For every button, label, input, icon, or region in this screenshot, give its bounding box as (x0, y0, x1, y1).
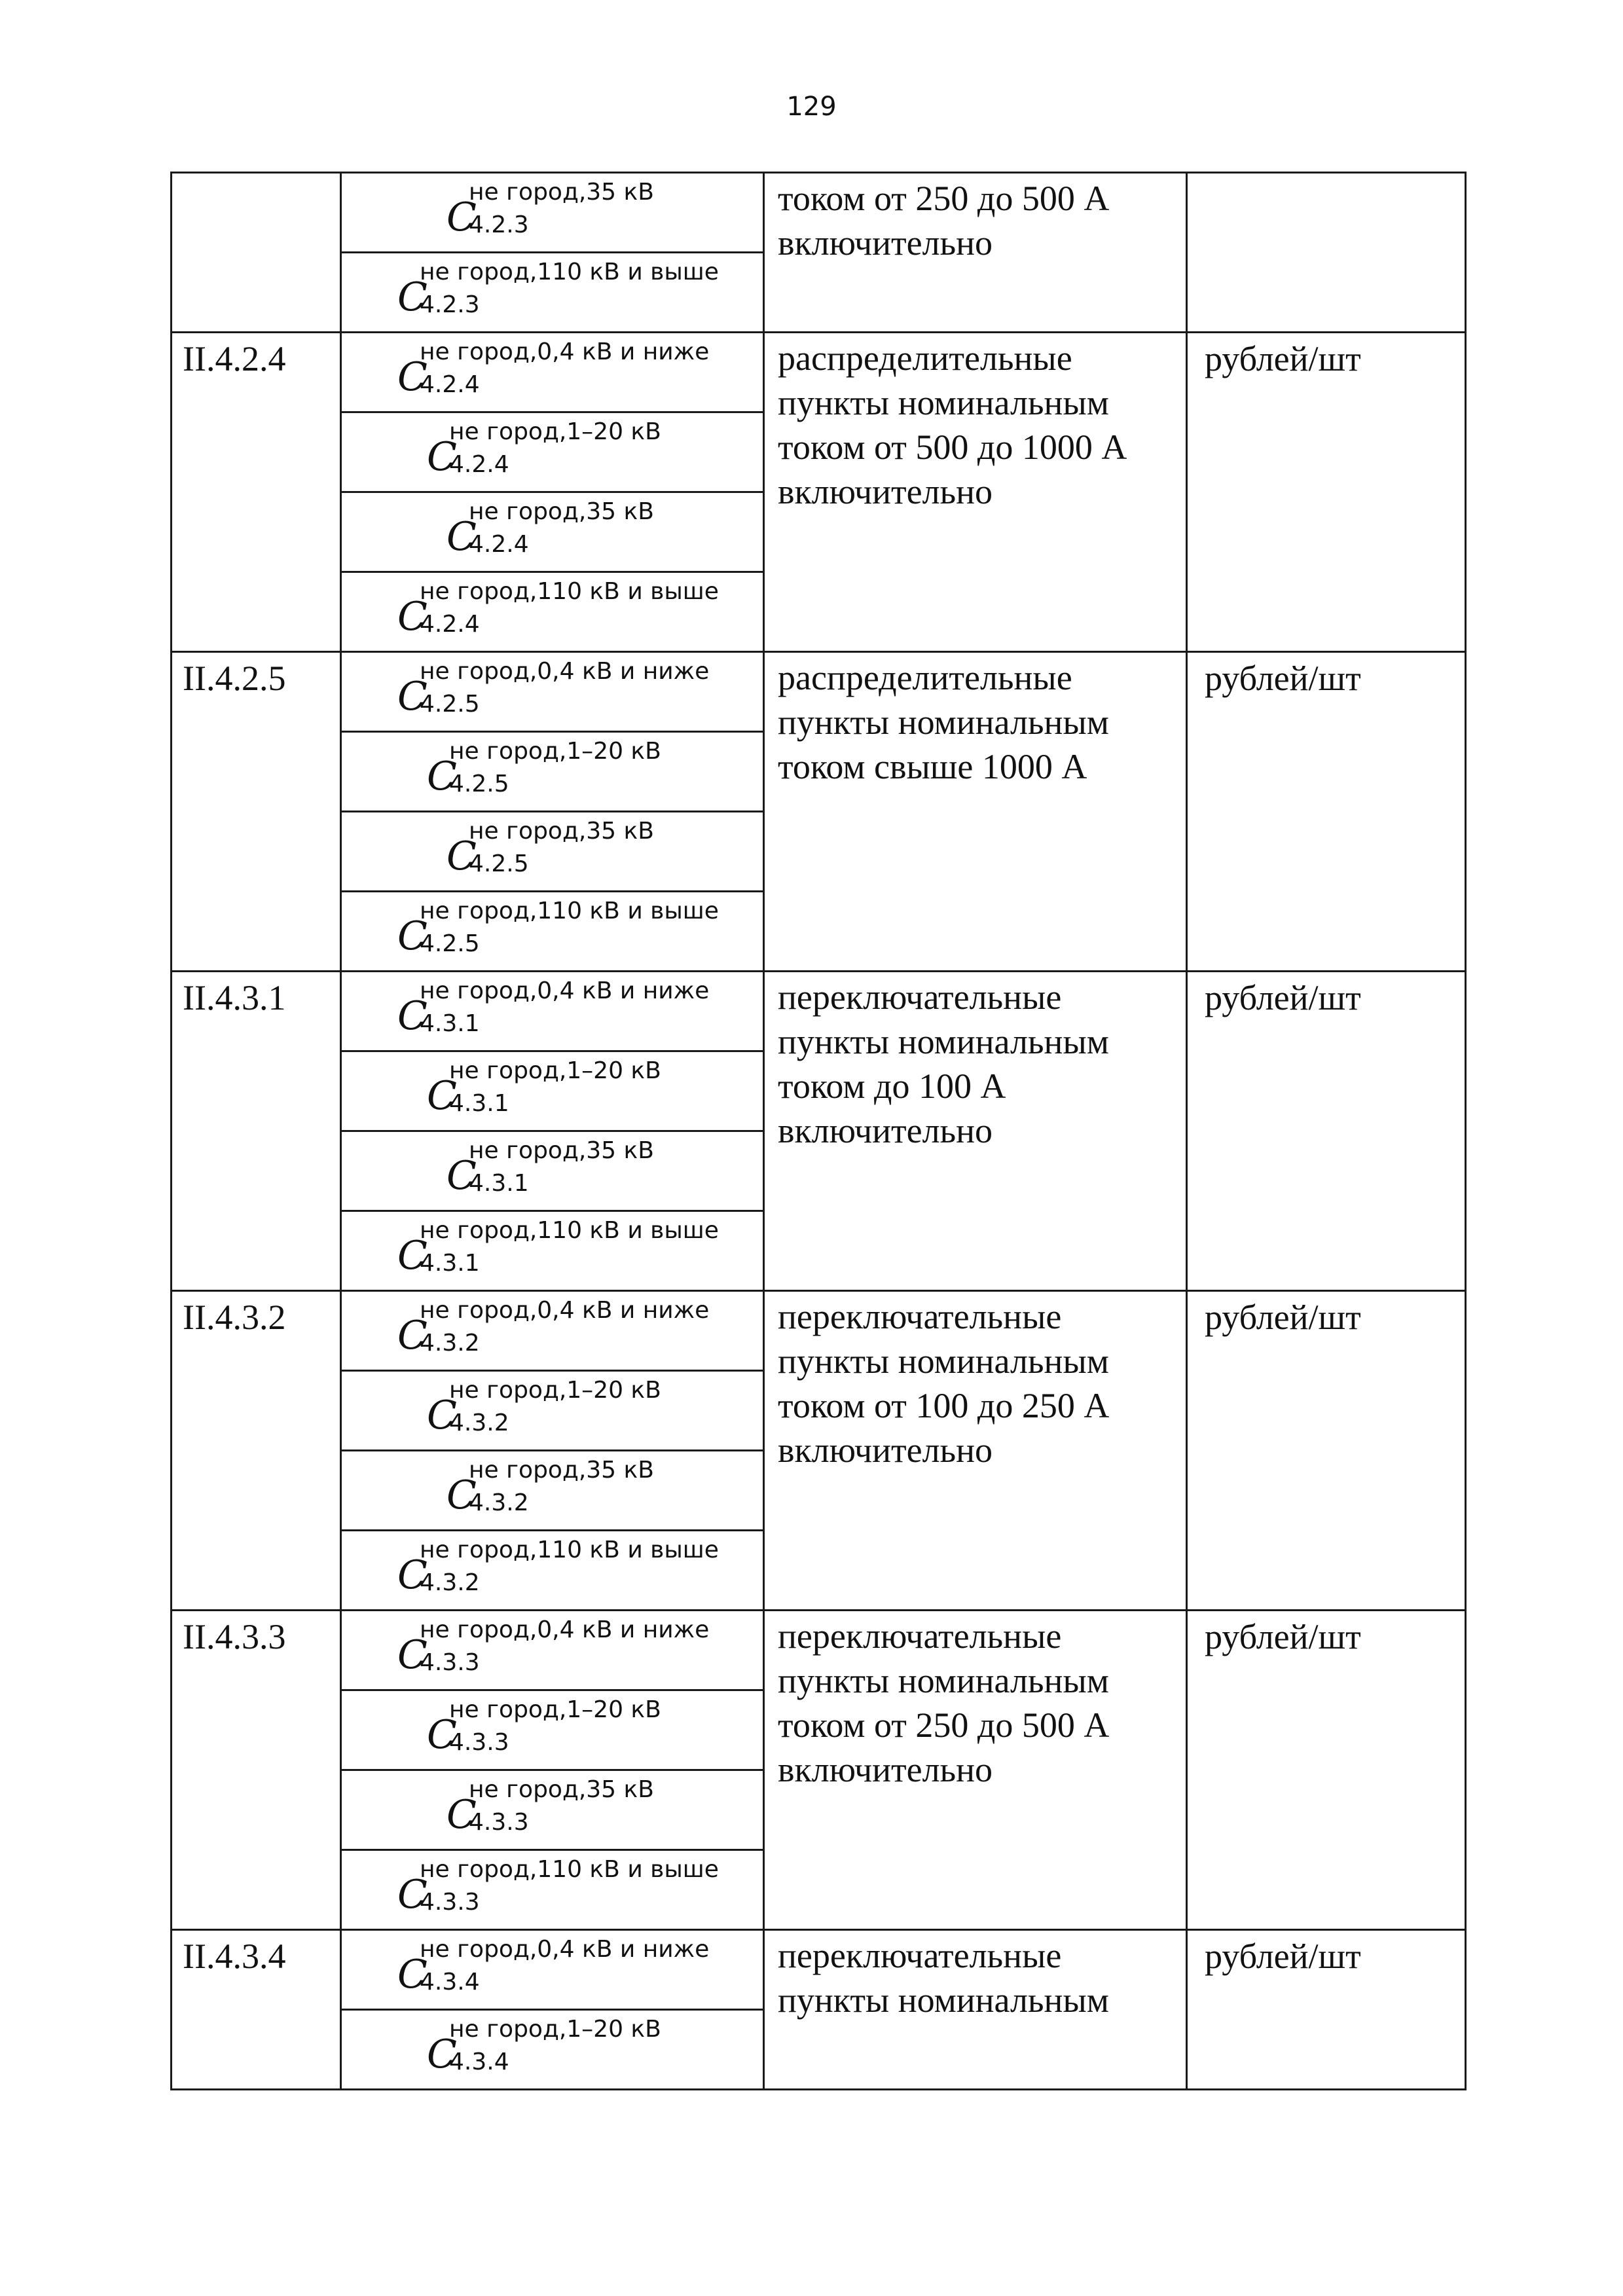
rate-symbol-subscript: 4.2.5 (469, 850, 529, 877)
rate-symbol-superscript: не город,1–20 кВ (449, 2016, 661, 2043)
rate-symbol (342, 972, 763, 1048)
rate-symbol-superscript: не город,35 кВ (469, 1457, 654, 1484)
rate-symbol-superscript: не город,35 кВ (469, 1137, 654, 1164)
rate-symbol-cell (341, 1930, 764, 2010)
rate-symbol-subscript: 4.3.1 (449, 1090, 509, 1117)
rate-symbol-superscript: не город,1–20 кВ (449, 418, 661, 445)
rate-symbol-cell (341, 492, 764, 572)
item-unit-cell (1187, 652, 1466, 972)
rate-symbol-subscript: 4.3.4 (449, 2049, 509, 2075)
rate-symbol (342, 333, 763, 409)
item-description: переключательные пункты номинальным током от 100 до 250 А включительно (778, 1297, 1110, 1470)
table-row (172, 333, 1466, 412)
item-description-cell (764, 333, 1187, 652)
rate-symbol-letter: C (427, 434, 457, 480)
rate-symbol-letter: C (397, 1313, 428, 1358)
rate-symbol-letter: C (397, 913, 428, 959)
rate-symbol-subscript: 4.3.3 (469, 1809, 529, 1836)
item-description: переключательные пункты номинальным током до 100 А включительно (778, 977, 1109, 1150)
rate-symbol-letter: C (447, 514, 477, 560)
rate-symbol-cell (341, 2010, 764, 2090)
item-description: распределительные пункты номинальным током свыше 1000 А (778, 658, 1109, 786)
rate-symbol (342, 1451, 763, 1527)
rate-symbol-subscript: 4.3.3 (420, 1889, 480, 1916)
rate-symbol-cell (341, 732, 764, 812)
item-description: током от 250 до 500 А включительно (778, 179, 1110, 263)
rate-symbol-superscript: не город,110 кВ и выше (420, 1856, 719, 1883)
rate-symbol-superscript: не город,110 кВ и выше (420, 898, 719, 924)
item-code-cell (172, 1291, 341, 1611)
rate-symbol-subscript: 4.2.5 (420, 691, 480, 718)
item-unit-cell (1187, 1611, 1466, 1930)
rate-symbol-cell (341, 253, 764, 333)
rate-symbol-letter: C (427, 2032, 457, 2077)
rate-symbol-cell (341, 892, 764, 972)
rate-symbol (342, 253, 763, 329)
rate-symbol-superscript: не город,110 кВ и выше (420, 259, 719, 285)
rate-symbol-subscript: 4.2.4 (469, 531, 529, 558)
rate-symbol-cell (341, 412, 764, 492)
rate-symbol (342, 1372, 763, 1448)
rate-symbol-cell (341, 1291, 764, 1371)
rate-symbol-superscript: не город,0,4 кВ и ниже (420, 338, 710, 365)
rate-symbol-letter: C (447, 194, 477, 240)
rate-symbol (342, 1132, 763, 1208)
rate-symbol-superscript: не город,0,4 кВ и ниже (420, 1297, 710, 1324)
rate-symbol-subscript: 4.2.4 (449, 451, 509, 478)
item-description-cell (764, 652, 1187, 972)
item-code-cell (172, 652, 341, 972)
tariff-table (170, 172, 1467, 2090)
rate-symbol (342, 1212, 763, 1288)
table-row (172, 972, 1466, 1051)
rate-symbol-letter: C (447, 1472, 477, 1518)
rate-symbol (342, 1771, 763, 1847)
rate-symbol-subscript: 4.2.3 (420, 291, 480, 318)
rate-symbol-subscript: 4.3.1 (469, 1170, 529, 1197)
rate-symbol-superscript: не город,0,4 кВ и ниже (420, 977, 710, 1004)
rate-symbol-superscript: не город,110 кВ и выше (420, 1217, 719, 1244)
rate-symbol-letter: C (427, 754, 457, 799)
item-description-cell (764, 173, 1187, 333)
table-row (172, 1930, 1466, 2010)
rate-symbol-superscript: не город,1–20 кВ (449, 1057, 661, 1084)
rate-symbol-subscript: 4.2.5 (420, 930, 480, 957)
rate-symbol-subscript: 4.2.5 (449, 771, 509, 797)
item-code: II.4.3.3 (183, 1617, 286, 1656)
rate-symbol-letter: C (447, 1153, 477, 1199)
item-code: II.4.3.1 (183, 978, 286, 1017)
item-code-cell (172, 1930, 341, 2090)
rate-symbol (342, 1611, 763, 1687)
item-unit-cell (1187, 1291, 1466, 1611)
table-row (172, 1291, 1466, 1371)
rate-symbol-letter: C (427, 1712, 457, 1758)
tariff-table-body (172, 173, 1466, 2090)
item-description-cell (764, 1611, 1187, 1930)
page-number: 129 (786, 92, 837, 122)
rate-symbol-cell (341, 1611, 764, 1690)
table-row (172, 1611, 1466, 1690)
rate-symbol-superscript: не город,1–20 кВ (449, 1377, 661, 1404)
item-description: переключательные пункты номинальным током от 250 до 500 А включительно (778, 1616, 1110, 1789)
rate-symbol-cell (341, 1051, 764, 1131)
rate-symbol-cell (341, 173, 764, 253)
item-code: II.4.2.5 (183, 659, 286, 698)
item-description-cell (764, 1291, 1187, 1611)
rate-symbol (342, 573, 763, 649)
rate-symbol-subscript: 4.3.2 (449, 1410, 509, 1436)
rate-symbol-cell (341, 972, 764, 1051)
item-description: распределительные пункты номинальным током от 500 до 1000 А включительно (778, 338, 1127, 511)
rate-symbol (342, 2011, 763, 2086)
rate-symbol-superscript: не город,110 кВ и выше (420, 1537, 719, 1563)
item-unit-cell (1187, 1930, 1466, 2090)
rate-symbol-superscript: не город,35 кВ (469, 179, 654, 206)
rate-symbol-cell (341, 333, 764, 412)
rate-symbol-letter: C (447, 833, 477, 879)
rate-symbol-letter: C (397, 1632, 428, 1678)
rate-symbol (342, 1931, 763, 2007)
item-description-cell (764, 1930, 1187, 2090)
item-code (172, 173, 340, 179)
rate-symbol-superscript: не город,0,4 кВ и ниже (420, 1936, 710, 1963)
rate-symbol-cell (341, 812, 764, 892)
rate-symbol (342, 1292, 763, 1368)
rate-symbol (342, 493, 763, 569)
table-row (172, 652, 1466, 732)
rate-symbol-letter: C (427, 1073, 457, 1119)
rate-symbol-superscript: не город,110 кВ и выше (420, 578, 719, 605)
rate-symbol-letter: C (427, 1393, 457, 1438)
rate-symbol-subscript: 4.3.1 (420, 1250, 480, 1277)
rate-symbol-letter: C (397, 674, 428, 720)
item-description: переключательные пункты номинальным (778, 1936, 1109, 2020)
rate-symbol-superscript: не город,35 кВ (469, 1776, 654, 1803)
rate-symbol-letter: C (397, 1872, 428, 1918)
rate-symbol-subscript: 4.3.3 (449, 1729, 509, 1756)
rate-symbol-subscript: 4.3.2 (420, 1330, 480, 1357)
item-unit-cell (1187, 333, 1466, 652)
rate-symbol (342, 173, 763, 249)
item-code-cell (172, 333, 341, 652)
item-code-cell (172, 1611, 341, 1930)
rate-symbol (342, 653, 763, 729)
item-code: II.4.3.4 (183, 1937, 286, 1976)
item-unit-cell (1187, 173, 1466, 333)
rate-symbol (342, 1851, 763, 1927)
rate-symbol-subscript: 4.3.3 (420, 1649, 480, 1676)
rate-symbol-cell (341, 1690, 764, 1770)
rate-symbol-cell (341, 1850, 764, 1930)
item-code: II.4.3.2 (183, 1298, 286, 1337)
item-unit-cell (1187, 972, 1466, 1291)
rate-symbol-cell (341, 1531, 764, 1611)
rate-symbol-letter: C (397, 354, 428, 400)
item-unit (1188, 173, 1465, 179)
rate-symbol-superscript: не город,35 кВ (469, 818, 654, 845)
rate-symbol-subscript: 4.2.3 (469, 211, 529, 238)
rate-symbol-cell (341, 1371, 764, 1451)
item-unit: рублей/шт (1205, 1937, 1361, 1976)
rate-symbol (342, 733, 763, 809)
rate-symbol (342, 892, 763, 968)
rate-symbol (342, 1052, 763, 1128)
rate-symbol-subscript: 4.2.4 (420, 371, 480, 398)
rate-symbol-letter: C (447, 1792, 477, 1838)
rate-symbol-superscript: не город,35 кВ (469, 498, 654, 525)
rate-symbol-subscript: 4.3.2 (469, 1489, 529, 1516)
rate-symbol-letter: C (397, 274, 428, 320)
rate-symbol-subscript: 4.3.1 (420, 1010, 480, 1037)
rate-symbol-subscript: 4.3.4 (420, 1969, 480, 1995)
rate-symbol-letter: C (397, 594, 428, 640)
rate-symbol-letter: C (397, 993, 428, 1039)
rate-symbol-superscript: не город,0,4 кВ и ниже (420, 1616, 710, 1643)
item-code-cell (172, 972, 341, 1291)
item-description-cell (764, 972, 1187, 1291)
rate-symbol-superscript: не город,1–20 кВ (449, 1696, 661, 1723)
rate-symbol (342, 1531, 763, 1607)
rate-symbol-cell (341, 1770, 764, 1850)
item-unit: рублей/шт (1205, 978, 1361, 1017)
rate-symbol-cell (341, 1131, 764, 1211)
rate-symbol (342, 1691, 763, 1767)
rate-symbol-cell (341, 572, 764, 652)
rate-symbol-letter: C (397, 1233, 428, 1279)
rate-symbol-subscript: 4.2.4 (420, 611, 480, 638)
rate-symbol (342, 812, 763, 888)
item-unit: рублей/шт (1205, 339, 1361, 378)
item-code: II.4.2.4 (183, 339, 286, 378)
item-unit: рублей/шт (1205, 659, 1361, 698)
rate-symbol-superscript: не город,0,4 кВ и ниже (420, 658, 710, 685)
item-code-cell (172, 173, 341, 333)
rate-symbol-cell (341, 1211, 764, 1291)
item-unit: рублей/шт (1205, 1298, 1361, 1337)
rate-symbol-superscript: не город,1–20 кВ (449, 738, 661, 765)
item-unit: рублей/шт (1205, 1617, 1361, 1656)
rate-symbol-subscript: 4.3.2 (420, 1569, 480, 1596)
rate-symbol-cell (341, 1451, 764, 1531)
rate-symbol-letter: C (397, 1552, 428, 1598)
rate-symbol-letter: C (397, 1952, 428, 1997)
table-row (172, 173, 1466, 253)
rate-symbol-cell (341, 652, 764, 732)
rate-symbol (342, 413, 763, 489)
